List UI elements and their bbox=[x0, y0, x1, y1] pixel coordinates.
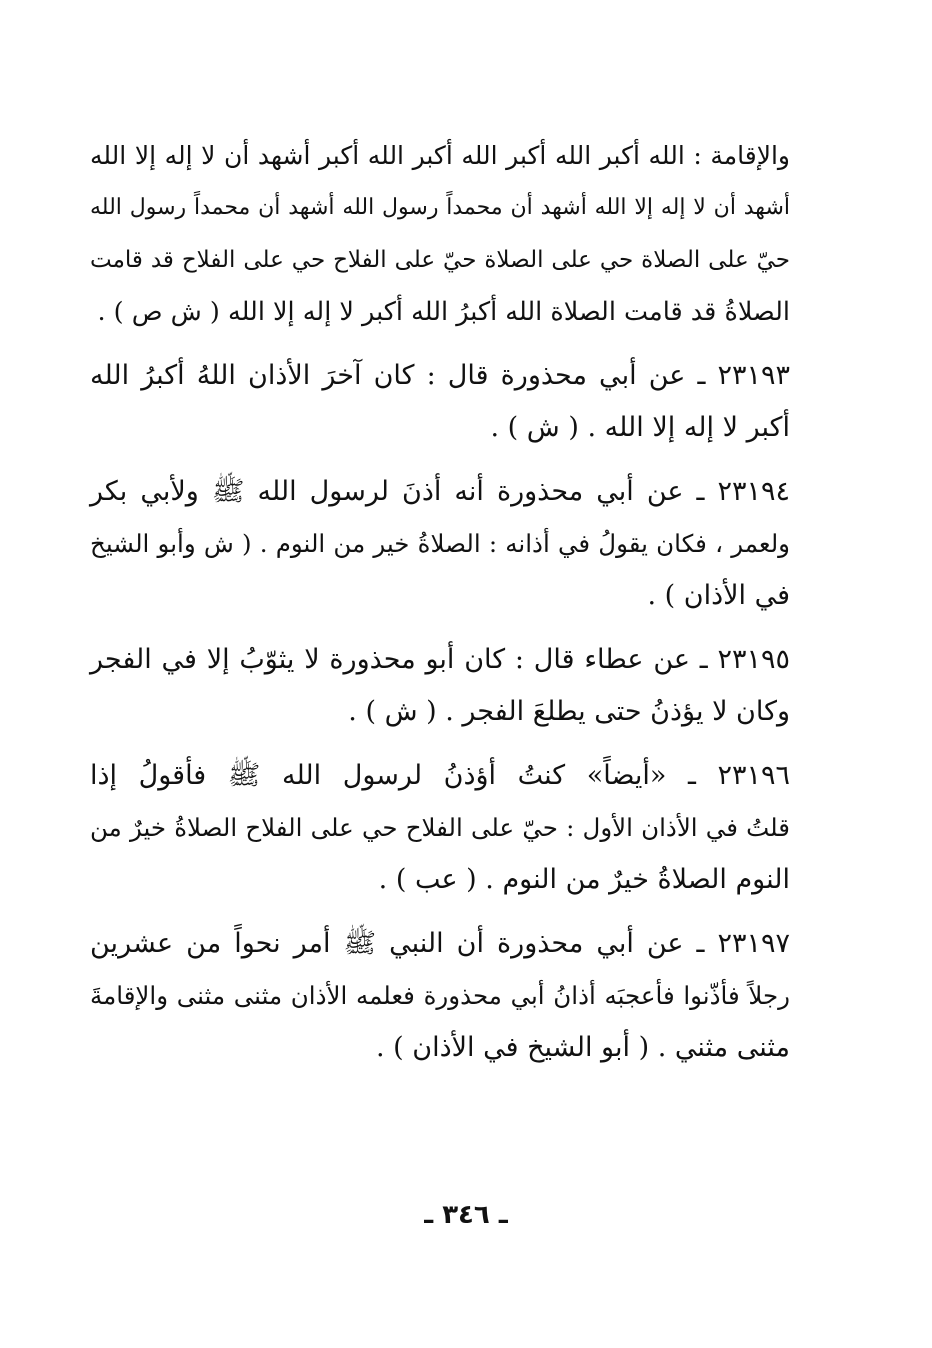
text-line: الصلاةُ قد قامت الصلاة الله أكبرُ الله أكبر لا إله إلا الله ( ش ص ) . bbox=[97, 297, 790, 327]
paragraph-23195 bbox=[90, 634, 790, 738]
paragraph-iqama bbox=[90, 130, 790, 338]
text-line: ولعمر ، فكان يقولُ في أذانه : الصلاةُ خير من النوم . ( ش وأبو الشيخ bbox=[90, 529, 790, 558]
page-body bbox=[90, 130, 790, 1086]
text-line: أكبر لا إله إلا الله . ( ش ) . bbox=[490, 412, 790, 443]
text-line: قلتُ في الأذان الأول : حيّ على الفلاح حي على الفلاح الصلاةُ خيرٌ من bbox=[90, 813, 790, 842]
text-line: مثنى مثني . ( أبو الشيخ في الأذان ) . bbox=[375, 1032, 790, 1063]
text-line: ٢٣١٩٦ ـ «أيضاً» كنتُ أؤذنُ لرسول الله ﷺ فأقولُ إذا bbox=[90, 760, 790, 791]
paragraph-23197 bbox=[90, 918, 790, 1074]
paragraph-23193 bbox=[90, 350, 790, 454]
text-line: والإقامة : الله أكبر الله أكبر الله أكبر الله أكبر أشهد أن لا إله إلا الله bbox=[90, 141, 790, 170]
text-line: أشهد أن لا إله إلا الله أشهد أن محمداً رسول الله أشهد أن محمداً رسول الله bbox=[90, 195, 790, 220]
text-line: في الأذان ) . bbox=[647, 580, 790, 611]
text-line: رجلاً فأذّنوا فأعجبَه أذانُ أبي محذورة فعلمه الأذان مثنى مثنى والإقامةَ bbox=[90, 981, 790, 1010]
paragraph-23196 bbox=[90, 750, 790, 906]
text-line: وكان لا يؤذنُ حتى يطلعَ الفجر . ( ش ) . bbox=[348, 696, 790, 727]
text-line: حيّ على الصلاة حي على الصلاة حيّ على الفلاح حي على الفلاح قد قامت bbox=[90, 247, 790, 273]
text-line: ٢٣١٩٥ ـ عن عطاء قال : كان أبو محذورة لا يثوّبُ إلا في الفجر bbox=[90, 644, 790, 675]
paragraph-23194 bbox=[90, 466, 790, 622]
text-line: ٢٣١٩٤ ـ عن أبي محذورة أنه أذنَ لرسول الله ﷺ ولأبي بكر bbox=[90, 476, 790, 507]
page-number: ـ ٣٤٦ ـ bbox=[424, 1200, 508, 1230]
text-line: النوم الصلاةُ خيرٌ من النوم . ( عب ) . bbox=[378, 864, 790, 895]
text-line: ٢٣١٩٧ ـ عن أبي محذورة أن النبي ﷺ أمر نحواً من عشرين bbox=[90, 928, 790, 959]
text-line: ٢٣١٩٣ ـ عن أبي محذورة قال : كان آخرَ الأذان اللهُ أكبرُ الله bbox=[90, 360, 790, 391]
